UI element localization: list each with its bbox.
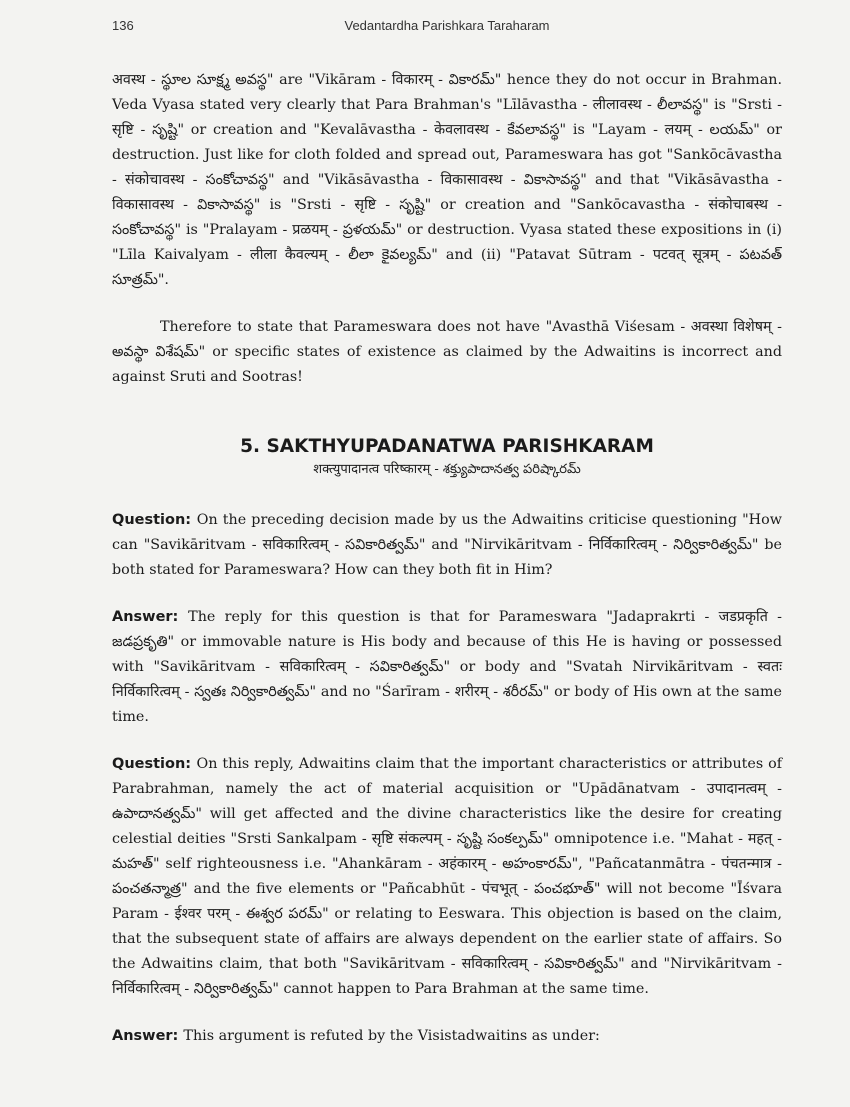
qa-block	[112, 605, 782, 730]
qa-block	[112, 752, 782, 1002]
qa-text: On this reply, Adwaitins claim that the important characteristics or attributes of Parabrahman, namely the act of material acquisition or "Upādānatvam - उपादानत्वम् - ఉపాదానత్వమ్" will get affected and the divine characteristics like the desire for creating celestial deities "Srsti Sankalpam - सृष्टि संकल्पम् - సృష్టి సంకల్పమ్" omnipotence i.e. "Mahat - महत् - మహత్" self righteousness i.e. "Ahankāram - अहंकारम् - అహంకారమ్", "Pañcatanmātra - पंचतन्मात्र - పంచతన్మాత్ర" and the five elements or "Pañcabhūt - पंचभूत् - పంచభూత్" will not become "Īśvara Param - ईश्वर परम् - ఈశ్వర పరమ్" or relating to Eeswara. This objection is based on the claim, that the subsequent state of affairs are always dependent on the earlier state of affairs. So the Adwaitins claim, that both "Savikāritvam - सविकारित्वम् - సవికారిత్వమ్" and "Nirvikāritvam - निर्विकारित्वम् - నిర్వికారిత్వమ్" cannot happen to Para Brahman at the same time.	[112, 756, 783, 997]
body-paragraph: Therefore to state that Parameswara does not have "Avasthā Viśesam - अवस्था विशेषम् - అవస్థా విశేషమ్" or specific states of existence as claimed by the Adwaitins is incorrect and against Sruti and Sootras!	[112, 319, 782, 385]
body-paragraph: अवस्थ - స్థూల సూక్ష్మ అవస్థ" are "Vikāram - विकारम् - వికారమ్" hence they do not occur in Brahman. Veda Vyasa stated very clearly that Para Brahman's "Līlāvastha - लीलावस्थ - లీలావస్థ" is "Srsti - सृष्टि - సృష్టి" or creation and "Kevalāvastha - केवलावस्थ - కేవలావస్థ" is "Layam - लयम् - లయమ్" or destruction. Just like for cloth folded and spread out, Parameswara has got "Sankōcāvastha - संकोचावस्थ - సంకోచావస్థ" and "Vikāsāvastha - विकासावस्थ - వికాసావస్థ" and that "Vikāsāvastha - विकासावस्थ - వికాసావస్థ" is "Srsti - सृष्टि - సృష్టి" or creation and "Sankōcavastha - संकोचाबस्थ - సంకోచావస్థ" is "Pralayam - प्रळयम् - ప్రళయమ్" or destruction. Vyasa stated these expositions in (i) "Līla Kaivalyam - लीला कैवल्यम् - లీలా కైవల్యమ్" and (ii) "Patavat Sūtram - पटवत् सूत्रम् - పటవత్ సూత్రమ్".	[112, 72, 782, 288]
page-number: 136	[112, 18, 134, 33]
qa-text: The reply for this question is that for Parameswara "Jadaprakrti - जडप्रकृति - జడప్రకృతి" or immovable nature is His body and because of this He is having or possessed with "Savikāritvam - सविकारित्वम् - సవికారిత్వమ్" or body and "Svatah Nirvikāritvam - स्वतः निर्विकारित्वम् - స్వతః నిర్వికారిత్వమ్" and no "Śarīram - शरीरम् - శరీరమ్" or body of His own at the same time.	[112, 609, 782, 725]
page-body	[112, 68, 782, 1071]
qa-block	[112, 508, 782, 583]
qa-label: Answer:	[112, 609, 189, 625]
qa-label: Question:	[112, 756, 197, 772]
qa-text: On the preceding decision made by us the Adwaitins criticise questioning "How can "Savikāritvam - सविकारित्वम् - సవికారిత్వమ్" and "Nirvikāritvam - निर्विकारित्वम् - నిర్వికారిత్వమ్" be both stated for Parameswara? How can they both fit in Him?	[112, 512, 782, 578]
qa-block	[112, 1024, 782, 1049]
section-title: 5. SAKTHYUPADANATWA PARISHKARAM	[240, 436, 654, 457]
section-subtitle: शक्त्युपादानत्व परिष्कारम् - శక్త్యుపాదానత్వ పరిష్కారమ్	[313, 462, 581, 477]
running-title: Vedantardha Parishkara Taraharam	[344, 18, 550, 33]
running-header	[112, 18, 782, 38]
qa-label: Answer:	[112, 1028, 184, 1044]
qa-text: This argument is refuted by the Visistadwaitins as under:	[183, 1028, 600, 1044]
qa-label: Question:	[112, 512, 197, 528]
